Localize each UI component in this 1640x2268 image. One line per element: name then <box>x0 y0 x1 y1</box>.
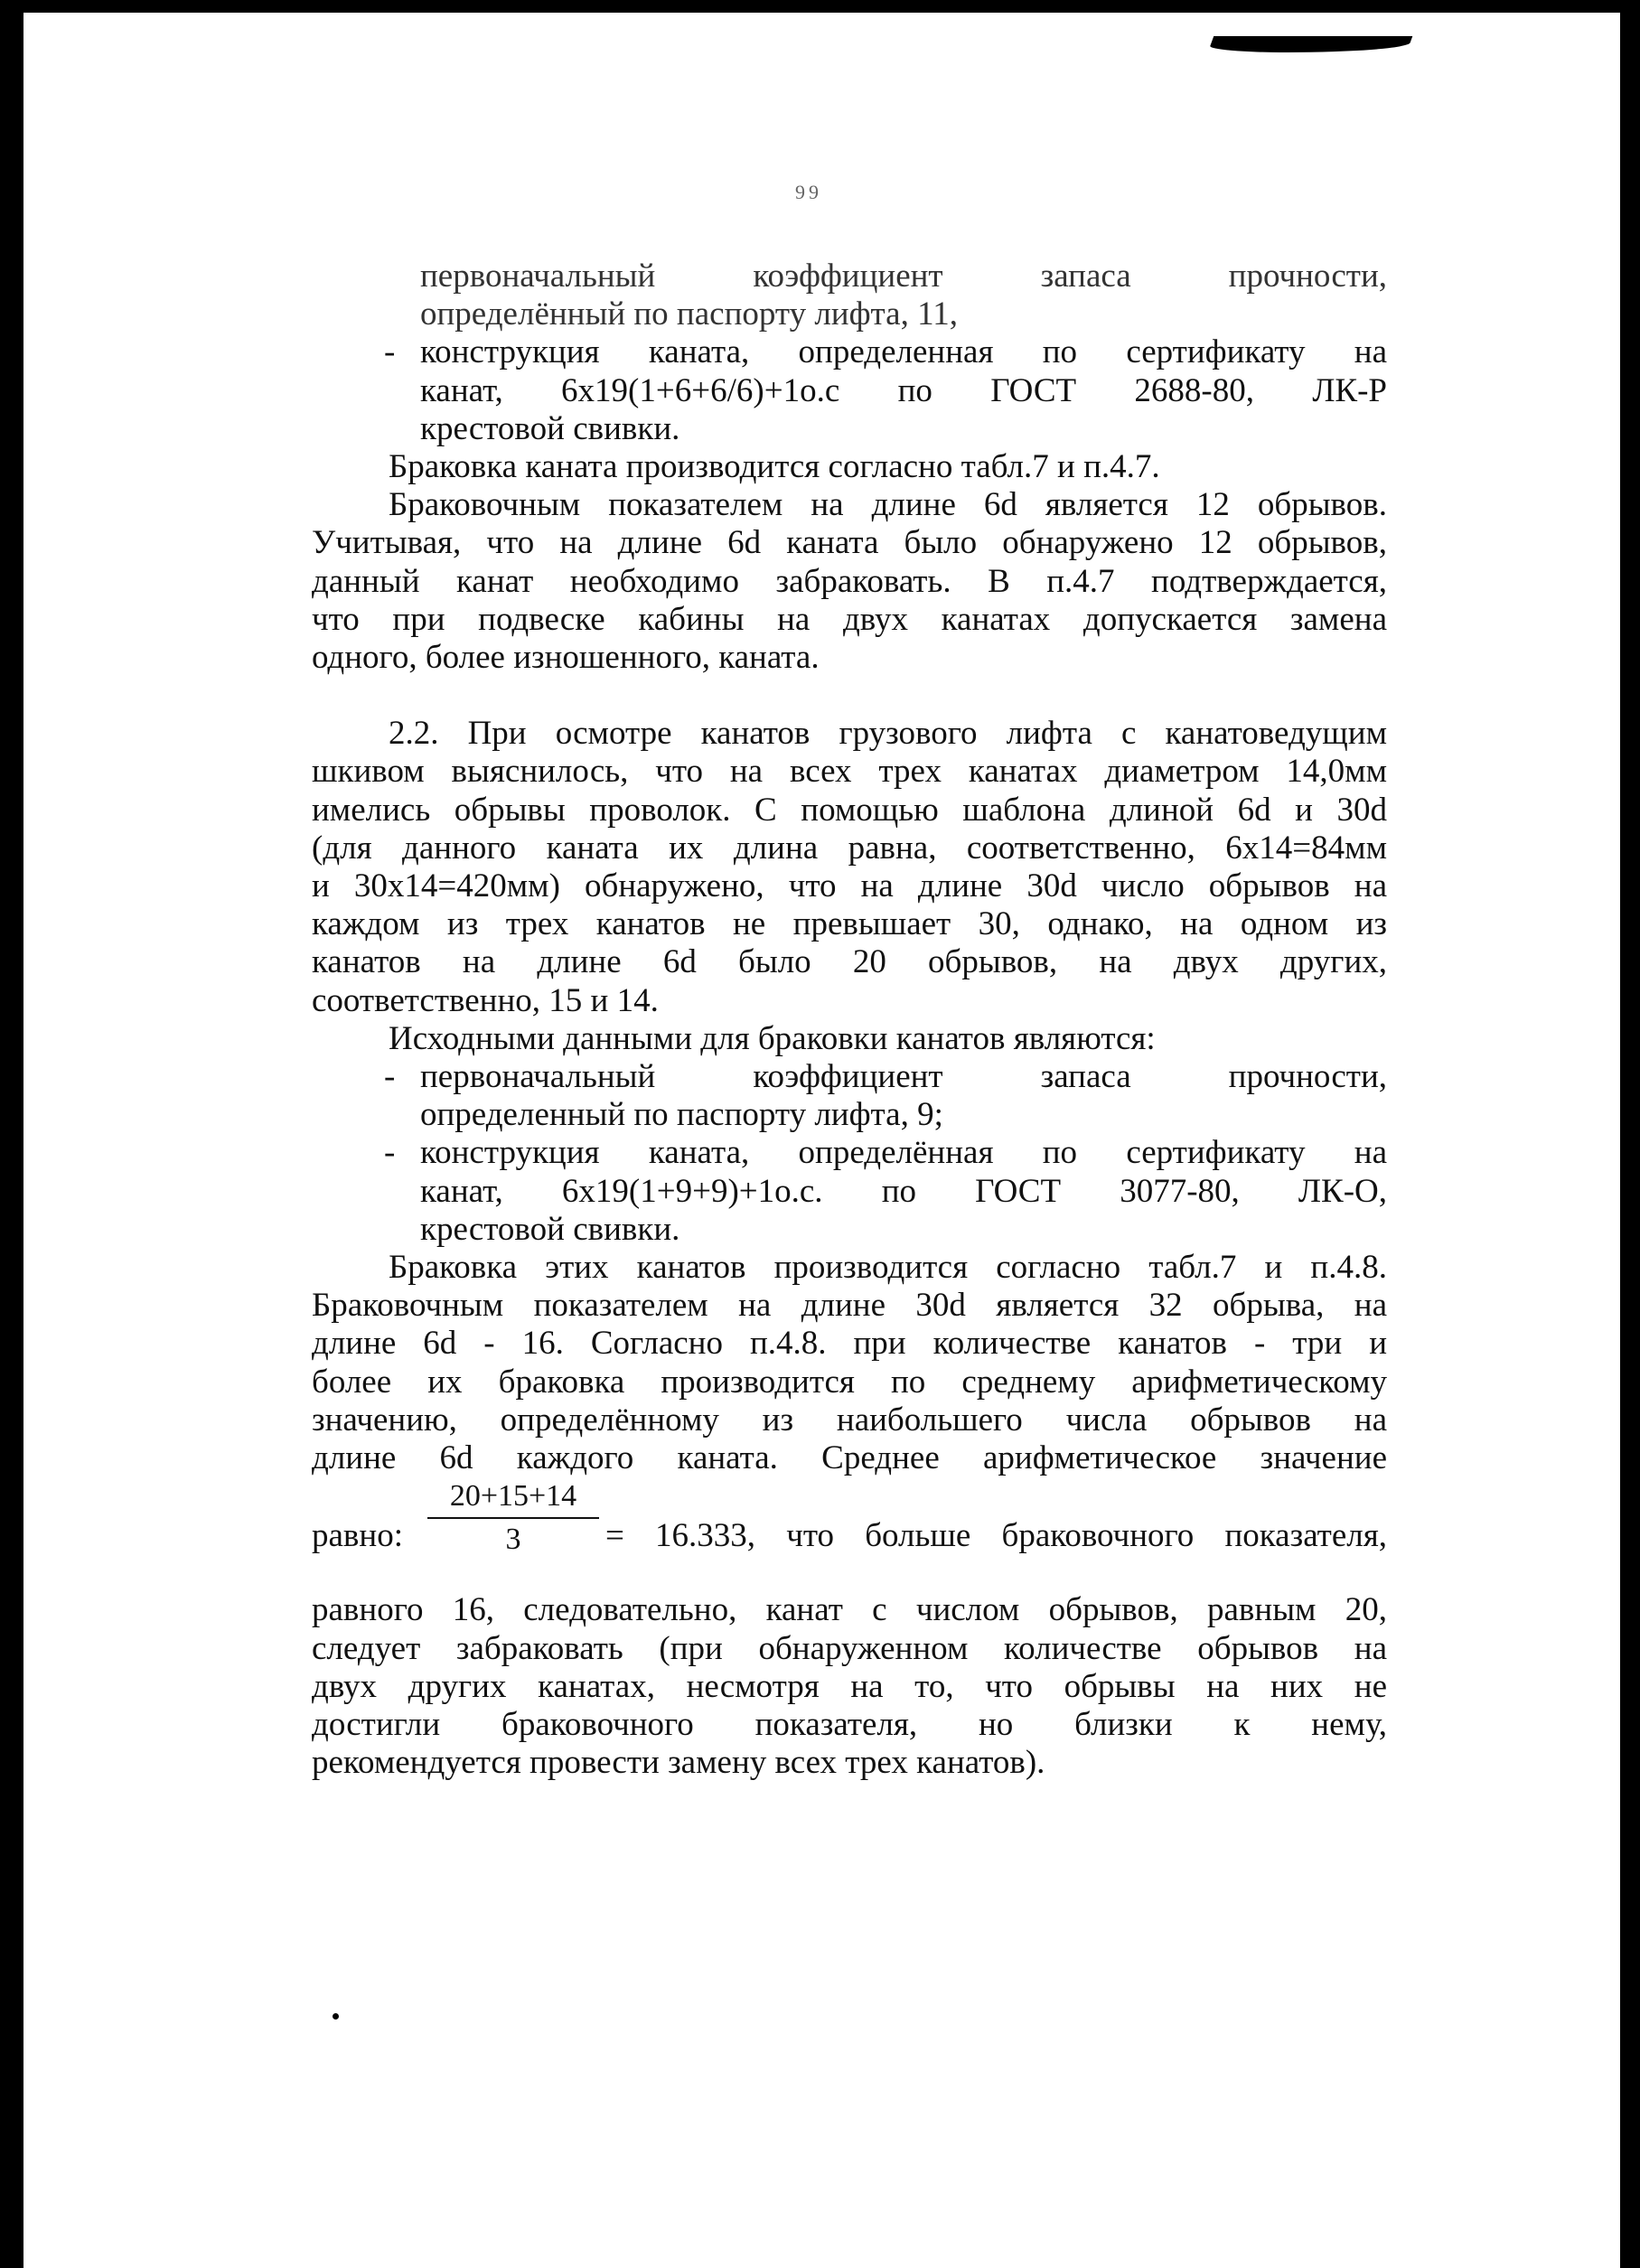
text-line: что при подвеске кабины на двух канатах допускается замена <box>312 600 1387 638</box>
text-line: конструкция каната, определенная по сертификату на <box>420 333 1387 371</box>
list-item <box>312 1134 1387 1249</box>
text-line: канат, 6х19(1+6+6/6)+1о.с по ГОСТ 2688-80, ЛК-Р <box>420 371 1387 409</box>
text-line: двух других канатах, несмотря на то, что обрывы на них не <box>312 1667 1387 1705</box>
text-line: рекомендуется провести замену всех трех канатов). <box>312 1744 1045 1782</box>
text-line: одного, более изношенного, каната. <box>312 639 820 677</box>
text-line: (для данного каната их длина равна, соответственно, 6х14=84мм <box>312 829 1387 867</box>
text-line: длине 6d каждого каната. Среднее арифметическое значение <box>312 1439 1387 1477</box>
fraction-numerator: 20+15+14 <box>449 1479 577 1514</box>
text-line: 2.2. При осмотре канатов грузового лифта с канатоведущим <box>389 715 1387 753</box>
fraction <box>427 1477 599 1559</box>
text-line: конструкция каната, определённая по сертификату на <box>420 1134 1387 1172</box>
scan-border-gap <box>1613 1888 1620 2123</box>
text-line: определённый по паспорту лифта, 11, <box>420 295 958 333</box>
text-line: канат, 6х19(1+9+9)+1о.с. по ГОСТ 3077-80, ЛК-О, <box>420 1172 1387 1210</box>
text-line: крестовой свивки. <box>420 1210 680 1248</box>
fraction-bar <box>427 1517 599 1519</box>
text-line: достигли браковочного показателя, но близки к нему, <box>312 1705 1387 1743</box>
text-line: более их браковка производится по среднему арифметическому <box>312 1363 1387 1401</box>
page-number: 99 <box>795 181 822 203</box>
formula-tail: = 16.333, что больше браковочного показателя, <box>605 1517 1387 1555</box>
text-line: имелись обрывы проволок. С помощью шаблона длиной 6d и 30d <box>312 791 1387 829</box>
scan-speck <box>333 2013 339 2020</box>
scan-border-left <box>0 0 23 2268</box>
scan-border-top <box>0 0 1640 13</box>
list-dash: - <box>384 1134 396 1172</box>
list-item <box>312 333 1387 448</box>
text-line: канатов на длине 6d было 20 обрывов, на двух других, <box>312 943 1387 981</box>
text-line: равного 16, следовательно, канат с числом обрывов, равным 20, <box>312 1591 1387 1629</box>
list-dash: - <box>384 1058 396 1096</box>
list-dash: - <box>384 333 396 371</box>
text-line: Браковочным показателем на длине 30d является 32 обрыва, на <box>312 1287 1387 1325</box>
text-line: соответственно, 15 и 14. <box>312 981 659 1019</box>
scan-mark <box>1208 36 1413 52</box>
text-line: длине 6d - 16. Согласно п.4.8. при количестве канатов - три и <box>312 1325 1387 1363</box>
paragraph <box>312 1020 1387 1058</box>
formula-lead: равно: <box>312 1517 403 1555</box>
text-line: Исходными данными для браковки канатов являются: <box>389 1019 1156 1057</box>
text-line: значению, определённому из наибольшего числа обрывов на <box>312 1401 1387 1439</box>
formula <box>312 1477 1387 1591</box>
text-line: крестовой свивки. <box>420 409 680 447</box>
text-line: следует забраковать (при обнаруженном количестве обрывов на <box>312 1629 1387 1667</box>
list-item <box>312 1058 1387 1134</box>
paragraph <box>312 486 1387 677</box>
paragraph <box>312 1591 1387 1782</box>
document-body <box>312 258 1387 1782</box>
text-line: первоначальный коэффициент запаса прочности, <box>420 258 1387 295</box>
text-line: определенный по паспорту лифта, 9; <box>420 1096 943 1134</box>
paragraph <box>312 448 1387 486</box>
text-line: Браковочным показателем на длине 6d является 12 обрывов. <box>389 486 1387 524</box>
text-line: первоначальный коэффициент запаса прочности, <box>420 1058 1387 1096</box>
list-item-continued <box>312 258 1387 333</box>
fraction-denominator: 3 <box>505 1523 521 1557</box>
text-line: и 30х14=420мм) обнаружено, что на длине 30d число обрывов на <box>312 867 1387 905</box>
paragraph <box>312 1249 1387 1477</box>
text-line: каждом из трех канатов не превышает 30, однако, на одном из <box>312 905 1387 943</box>
text-line: данный канат необходимо забраковать. В п.4.7 подтверждается, <box>312 562 1387 600</box>
scan-border-right <box>1620 0 1640 2268</box>
text-line: шкивом выяснилось, что на всех трех канатах диаметром 14,0мм <box>312 753 1387 791</box>
paragraph-section-2-2 <box>312 715 1387 1020</box>
text-line: Учитывая, что на длине 6d каната было обнаружено 12 обрывов, <box>312 524 1387 562</box>
text-line: Браковка этих канатов производится согласно табл.7 и п.4.8. <box>389 1249 1387 1287</box>
text-line: Браковка каната производится согласно табл.7 и п.4.7. <box>389 448 1160 486</box>
